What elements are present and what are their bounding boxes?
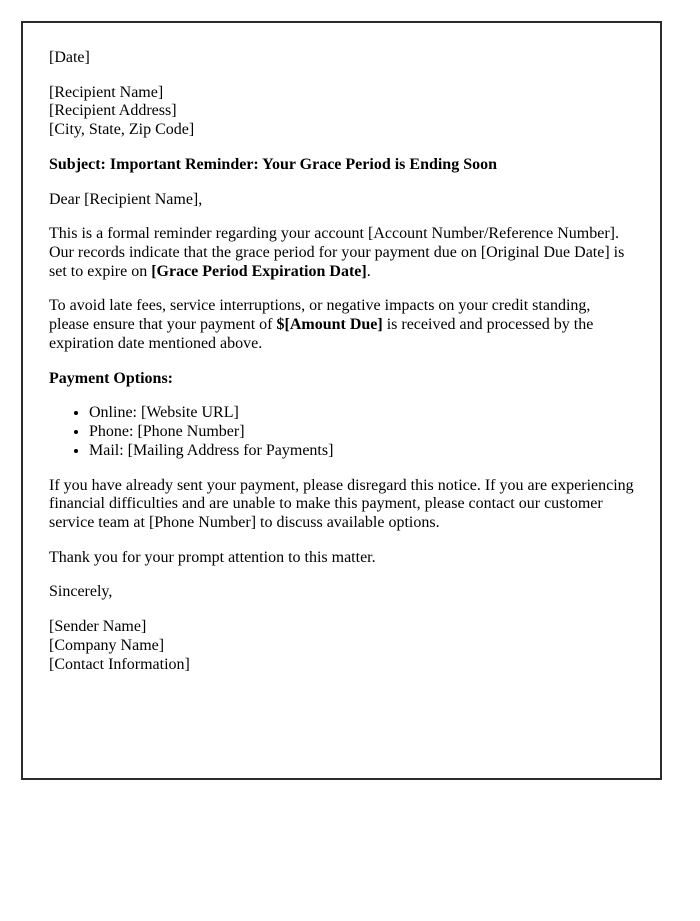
recipient-city-state-zip: [City, State, Zip Code] bbox=[49, 121, 195, 139]
sender-block bbox=[49, 618, 634, 674]
recipient-name: [Recipient Name] bbox=[49, 83, 164, 101]
payment-option-online: Online: [Website URL] bbox=[89, 404, 239, 422]
date-line bbox=[49, 49, 634, 68]
payment-options-list bbox=[49, 404, 634, 460]
list-item-phone bbox=[89, 423, 634, 442]
payment-options-heading-text: Payment Options: bbox=[49, 369, 173, 387]
sender-contact: [Contact Information] bbox=[49, 655, 190, 673]
account-paragraph-text: This is a formal reminder regarding your account [Account Number/Reference Number]. Our records indicate that the grace period for your payment due on [Original Due Date] is set to expire on bbox=[49, 225, 625, 280]
amount-due: $[Amount Due] bbox=[276, 316, 383, 334]
avoid-fees-paragraph-end: is received and processed by the expiration date mentioned above. bbox=[49, 316, 594, 352]
thank-you-text: Thank you for your prompt attention to this matter. bbox=[49, 548, 376, 566]
paragraph-disregard-notice bbox=[49, 477, 634, 533]
salutation-text: Dear [Recipient Name], bbox=[49, 190, 203, 208]
paragraph-account-reminder bbox=[49, 225, 634, 281]
subject-text: Subject: Important Reminder: Your Grace Period is Ending Soon bbox=[49, 155, 497, 173]
list-item-mail bbox=[89, 442, 634, 461]
paragraph-avoid-fees bbox=[49, 297, 634, 353]
disregard-notice-text: If you have already sent your payment, please disregard this notice. If you are experiencing financial difficulties and are unable to make this payment, please contact our customer service team at [Phone Number] to discuss available options. bbox=[49, 476, 634, 531]
payment-option-mail: Mail: [Mailing Address for Payments] bbox=[89, 441, 334, 459]
closing-line bbox=[49, 583, 634, 602]
account-paragraph-period: . bbox=[366, 262, 371, 280]
letter-document bbox=[21, 21, 662, 780]
subject-line bbox=[49, 156, 634, 175]
recipient-address: [Recipient Address] bbox=[49, 102, 177, 120]
list-item-online bbox=[89, 404, 634, 423]
recipient-block bbox=[49, 84, 634, 140]
thank-you-line bbox=[49, 549, 634, 568]
payment-option-phone: Phone: [Phone Number] bbox=[89, 423, 245, 441]
sender-name: [Sender Name] bbox=[49, 618, 147, 636]
sender-company: [Company Name] bbox=[49, 636, 165, 654]
avoid-fees-paragraph-text: To avoid late fees, service interruptions, or negative impacts on your credit standing, please ensure that your payment of bbox=[49, 297, 591, 334]
payment-options-heading bbox=[49, 370, 634, 389]
grace-period-expiration-date: [Grace Period Expiration Date] bbox=[151, 262, 367, 280]
date-placeholder: [Date] bbox=[49, 49, 90, 66]
salutation-line bbox=[49, 191, 634, 210]
closing-text: Sincerely, bbox=[49, 583, 113, 601]
